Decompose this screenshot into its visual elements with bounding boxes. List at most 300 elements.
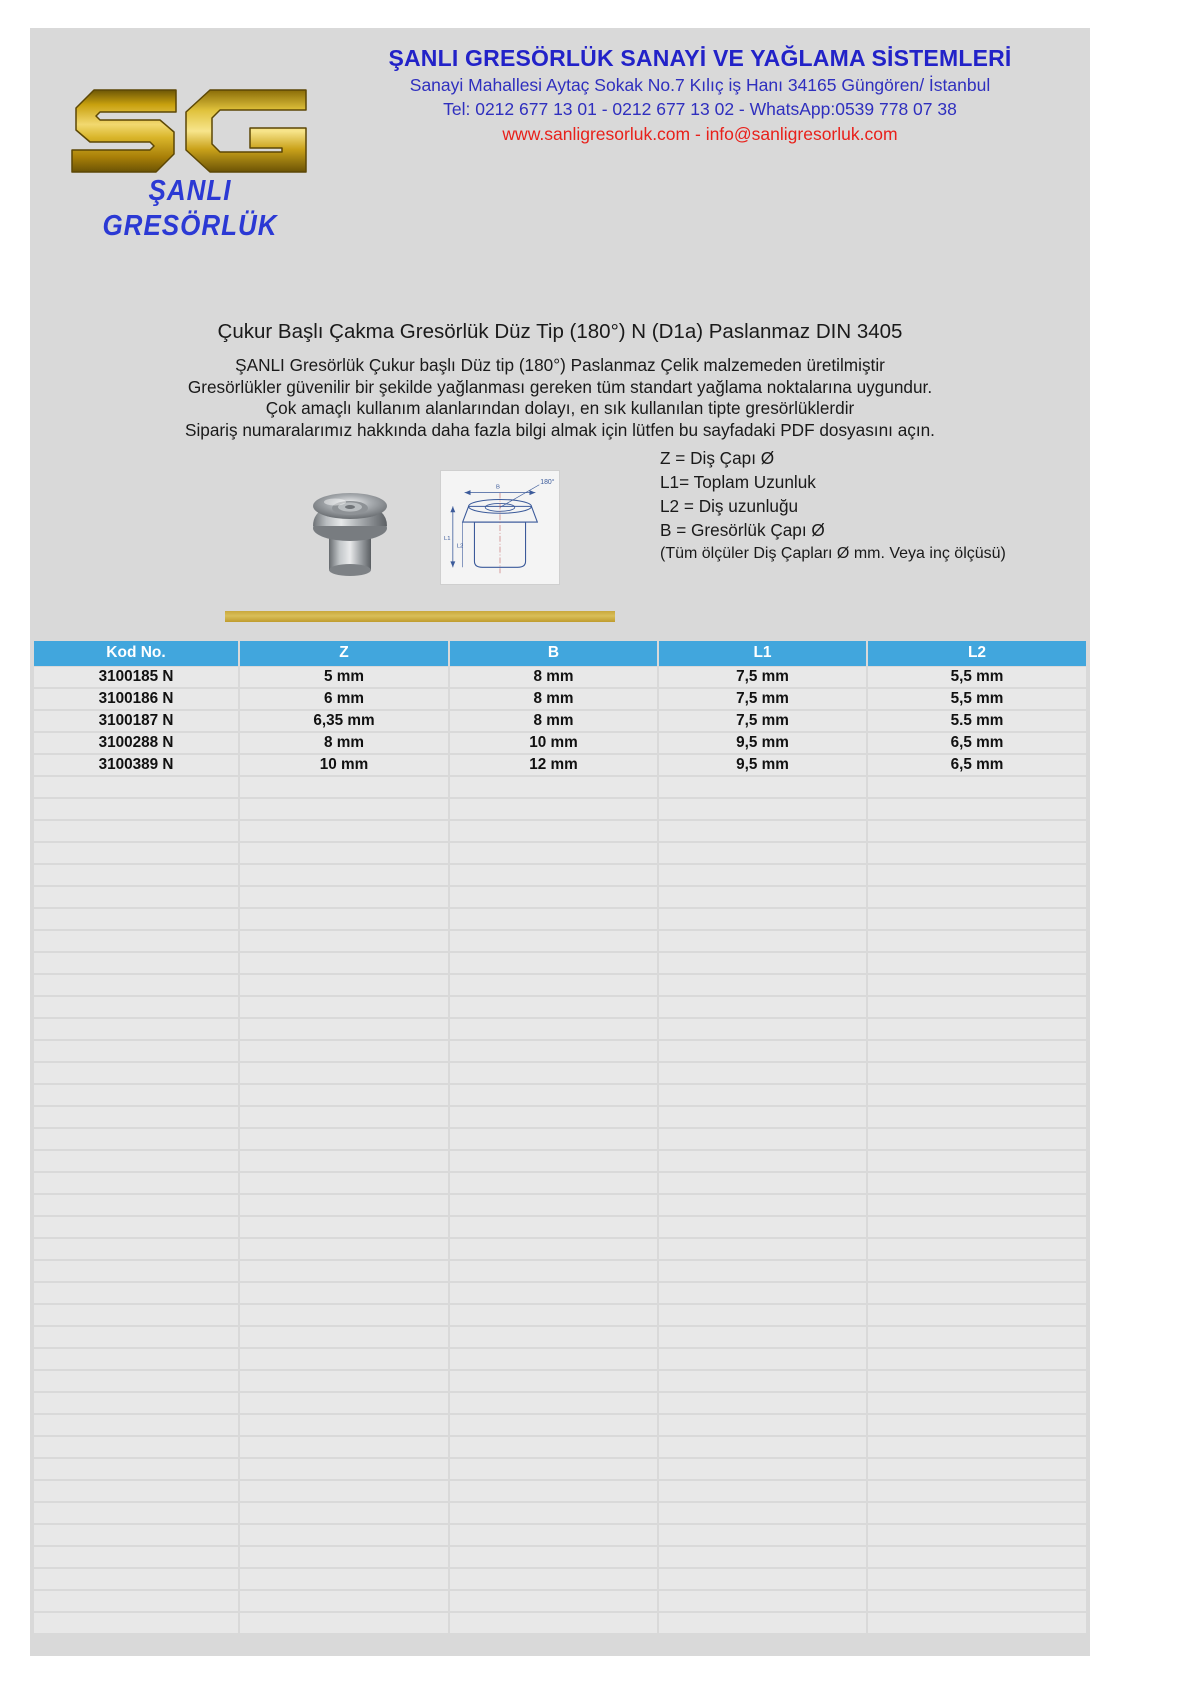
- table-cell-empty: [449, 1062, 658, 1084]
- table-cell-empty: [239, 1590, 449, 1612]
- table-cell-empty: [867, 1502, 1086, 1524]
- table-cell-empty: [867, 886, 1086, 908]
- table-cell-empty: [449, 1106, 658, 1128]
- table-cell-empty: [867, 930, 1086, 952]
- table-cell-empty: [867, 1216, 1086, 1238]
- table-row-empty: [34, 1084, 1086, 1106]
- table-cell-empty: [449, 1150, 658, 1172]
- table-cell-empty: [867, 1590, 1086, 1612]
- table-cell-empty: [867, 1128, 1086, 1150]
- table-cell-empty: [34, 1172, 239, 1194]
- company-web-line: [350, 124, 1050, 145]
- table-cell-empty: [867, 1062, 1086, 1084]
- table-cell-empty: [658, 1326, 867, 1348]
- table-cell-empty: [658, 908, 867, 930]
- table-cell-empty: [867, 1150, 1086, 1172]
- table-cell-empty: [239, 842, 449, 864]
- table-cell-empty: [658, 1304, 867, 1326]
- table-cell-empty: [449, 1546, 658, 1568]
- table-cell-empty: [867, 776, 1086, 798]
- table-cell-empty: [239, 908, 449, 930]
- column-header-kod-no[interactable]: Kod No.: [34, 641, 239, 666]
- table-cell-empty: [239, 1216, 449, 1238]
- table-cell-empty: [449, 1414, 658, 1436]
- table-cell-empty: [239, 1018, 449, 1040]
- table-cell-empty: [449, 1216, 658, 1238]
- table-cell-empty: [239, 1568, 449, 1590]
- table-row-empty: [34, 798, 1086, 820]
- table-cell-empty: [449, 820, 658, 842]
- table-cell-empty: [658, 1172, 867, 1194]
- table-cell-empty: [239, 1040, 449, 1062]
- table-cell-empty: [867, 1546, 1086, 1568]
- technical-drawing: [440, 470, 560, 585]
- table-cell-empty: [34, 1392, 239, 1414]
- table-cell-empty: [239, 1304, 449, 1326]
- table-row-empty: [34, 1260, 1086, 1282]
- table-cell-empty: [658, 1612, 867, 1634]
- table-cell-empty: [658, 1128, 867, 1150]
- table-cell-empty: [658, 1194, 867, 1216]
- table-cell-empty: [34, 864, 239, 886]
- table-cell-empty: [867, 1238, 1086, 1260]
- table-cell-empty: [239, 1326, 449, 1348]
- table-row-empty: [34, 1106, 1086, 1128]
- table-cell-empty: [34, 1458, 239, 1480]
- table-row-empty: [34, 820, 1086, 842]
- table-cell-empty: [34, 1018, 239, 1040]
- table-cell-empty: [239, 1502, 449, 1524]
- table-cell-empty: [867, 908, 1086, 930]
- table-row-empty: [34, 886, 1086, 908]
- legend-line-b: B = Gresörlük Çapı Ø: [660, 520, 825, 540]
- table-cell-empty: [449, 1480, 658, 1502]
- table-row-empty: [34, 1590, 1086, 1612]
- table-cell-empty: [34, 1414, 239, 1436]
- table-cell-empty: [658, 842, 867, 864]
- table-cell-empty: [239, 1612, 449, 1634]
- table-cell-empty: [239, 886, 449, 908]
- table-cell-empty: [239, 1062, 449, 1084]
- table-cell: 10 mm: [449, 732, 658, 754]
- table-cell-empty: [34, 1436, 239, 1458]
- sg-monogram-icon: [60, 78, 320, 183]
- table-cell-empty: [449, 996, 658, 1018]
- table-cell-empty: [658, 1480, 867, 1502]
- svg-text:L2: L2: [456, 543, 464, 550]
- table-cell-empty: [239, 776, 449, 798]
- table-row-empty: [34, 776, 1086, 798]
- table-cell-empty: [658, 1238, 867, 1260]
- table-cell-empty: [239, 1172, 449, 1194]
- table-cell-empty: [239, 1128, 449, 1150]
- table-cell-empty: [239, 1084, 449, 1106]
- product-figures: [285, 468, 585, 598]
- table-row-empty: [34, 1480, 1086, 1502]
- table-row-empty: [34, 1216, 1086, 1238]
- table-row-empty: [34, 996, 1086, 1018]
- table-cell-empty: [658, 1106, 867, 1128]
- table-cell: 5.5 mm: [867, 710, 1086, 732]
- table-cell-empty: [658, 1568, 867, 1590]
- table-row-empty: [34, 1414, 1086, 1436]
- grease-nipple-photo-icon: [285, 468, 415, 588]
- table-cell-empty: [449, 1084, 658, 1106]
- table-row-empty: [34, 1502, 1086, 1524]
- table-cell-empty: [34, 1348, 239, 1370]
- table-cell-empty: [867, 1370, 1086, 1392]
- table-cell-empty: [867, 1612, 1086, 1634]
- table-cell-empty: [239, 1392, 449, 1414]
- table-cell-empty: [239, 996, 449, 1018]
- table-cell-empty: [658, 820, 867, 842]
- product-title: Çukur Başlı Çakma Gresörlük Düz Tip (180°) N (D1a) Paslanmaz DIN 3405: [217, 320, 903, 343]
- table-cell-empty: [239, 1546, 449, 1568]
- table-cell-empty: [867, 1568, 1086, 1590]
- table-cell-empty: [449, 952, 658, 974]
- table-cell: 5,5 mm: [867, 666, 1086, 688]
- table-cell-empty: [34, 952, 239, 974]
- table-cell-empty: [449, 1568, 658, 1590]
- table-cell: 7,5 mm: [658, 666, 867, 688]
- table-cell-empty: [867, 1194, 1086, 1216]
- table-cell-empty: [658, 798, 867, 820]
- table-cell-empty: [34, 1282, 239, 1304]
- table-cell-empty: [239, 1524, 449, 1546]
- table-cell-empty: [867, 1392, 1086, 1414]
- table-cell-empty: [449, 1590, 658, 1612]
- table-cell-empty: [658, 1370, 867, 1392]
- table-cell-empty: [658, 1062, 867, 1084]
- table-row: [34, 688, 1086, 710]
- table-cell-empty: [239, 1458, 449, 1480]
- table-cell-empty: [867, 996, 1086, 1018]
- table-cell-empty: [449, 864, 658, 886]
- table-cell-empty: [449, 1238, 658, 1260]
- table-cell-empty: [449, 930, 658, 952]
- table-cell-empty: [34, 798, 239, 820]
- table-row-empty: [34, 1040, 1086, 1062]
- table-row-empty: [34, 1062, 1086, 1084]
- table-cell-empty: [867, 864, 1086, 886]
- column-header-b[interactable]: B: [449, 641, 658, 666]
- table-cell: 7,5 mm: [658, 688, 867, 710]
- table-cell-empty: [867, 1414, 1086, 1436]
- table-row-empty: [34, 1392, 1086, 1414]
- table-cell-empty: [239, 1436, 449, 1458]
- table-cell-empty: [239, 1150, 449, 1172]
- table-cell-empty: [239, 864, 449, 886]
- table-cell-empty: [34, 1260, 239, 1282]
- description-line-3: Çok amaçlı kullanım alanlarından dolayı, en sık kullanılan tipte gresörlüklerdir: [265, 398, 855, 418]
- company-phone: Tel: 0212 677 13 01 - 0212 677 13 02 - WhatsApp:0539 778 07 38: [443, 99, 957, 119]
- table-row-empty: [34, 1282, 1086, 1304]
- table-cell: 10 mm: [239, 754, 449, 776]
- table-row: [34, 666, 1086, 688]
- table-cell-empty: [449, 1260, 658, 1282]
- table-cell-empty: [658, 1150, 867, 1172]
- table-cell-empty: [34, 1590, 239, 1612]
- column-header-l2[interactable]: L2: [867, 641, 1086, 666]
- table-cell: 5,5 mm: [867, 688, 1086, 710]
- table-cell-empty: [239, 1370, 449, 1392]
- table-cell-empty: [34, 1238, 239, 1260]
- company-name: ŞANLI GRESÖRLÜK SANAYİ VE YAĞLAMA SİSTEMLERİ: [388, 45, 1012, 71]
- description-line-4: Sipariş numaralarımız hakkında daha fazla bilgi almak için lütfen bu sayfadaki PDF dosyasını açın.: [185, 419, 935, 440]
- web-separator: -: [690, 124, 706, 144]
- table-row: [34, 710, 1086, 732]
- company-info-block: [350, 45, 1050, 145]
- document-page: [30, 28, 1090, 1656]
- table-cell-empty: [658, 1524, 867, 1546]
- table-body: [34, 666, 1086, 1634]
- table-row-empty: [34, 1436, 1086, 1458]
- description-line-1: ŞANLI Gresörlük Çukur başlı Düz tip (180°) Paslanmaz Çelik malzemeden üretilmiştir: [235, 355, 885, 375]
- table-cell-empty: [658, 1502, 867, 1524]
- table-row-empty: [34, 1458, 1086, 1480]
- table-cell: 3100185 N: [34, 666, 239, 688]
- table-cell-empty: [239, 1260, 449, 1282]
- table-cell-empty: [658, 974, 867, 996]
- table-cell-empty: [658, 864, 867, 886]
- table-row-empty: [34, 1018, 1086, 1040]
- table-cell-empty: [658, 1546, 867, 1568]
- table-row-empty: [34, 1326, 1086, 1348]
- table-cell-empty: [449, 1172, 658, 1194]
- table-cell-empty: [867, 1436, 1086, 1458]
- table-cell-empty: [34, 1062, 239, 1084]
- table-cell-empty: [239, 952, 449, 974]
- table-row-empty: [34, 1370, 1086, 1392]
- table-cell-empty: [658, 1590, 867, 1612]
- table-cell: 7,5 mm: [658, 710, 867, 732]
- table-cell-empty: [34, 1106, 239, 1128]
- technical-drawing-icon: [441, 471, 559, 584]
- table-cell: 5 mm: [239, 666, 449, 688]
- table-cell-empty: [658, 1216, 867, 1238]
- table-cell: 9,5 mm: [658, 732, 867, 754]
- table-row-empty: [34, 1172, 1086, 1194]
- table-cell-empty: [239, 798, 449, 820]
- column-header-z[interactable]: Z: [239, 641, 449, 666]
- table-cell: 3100389 N: [34, 754, 239, 776]
- table-cell-empty: [34, 820, 239, 842]
- website-link[interactable]: www.sanligresorluk.com: [502, 124, 691, 144]
- table-cell-empty: [449, 1370, 658, 1392]
- table-cell-empty: [867, 798, 1086, 820]
- specification-table: [34, 641, 1086, 1635]
- table-cell-empty: [34, 1546, 239, 1568]
- gold-divider-bar: [225, 611, 615, 622]
- table-header-row: [34, 641, 1086, 666]
- svg-text:B: B: [496, 484, 500, 491]
- table-cell-empty: [867, 1084, 1086, 1106]
- table-cell-empty: [867, 1172, 1086, 1194]
- table-cell: 12 mm: [449, 754, 658, 776]
- table-cell-empty: [34, 1370, 239, 1392]
- table-cell-empty: [34, 996, 239, 1018]
- table-cell-empty: [239, 1480, 449, 1502]
- table-cell-empty: [449, 776, 658, 798]
- table-cell-empty: [34, 842, 239, 864]
- table-cell-empty: [34, 1216, 239, 1238]
- table-cell-empty: [867, 1326, 1086, 1348]
- table-cell-empty: [449, 1018, 658, 1040]
- table-cell-empty: [867, 974, 1086, 996]
- table-row-empty: [34, 974, 1086, 996]
- table-cell-empty: [867, 1018, 1086, 1040]
- table-cell-empty: [34, 1568, 239, 1590]
- table-cell-empty: [867, 842, 1086, 864]
- table-row-empty: [34, 842, 1086, 864]
- table-row-empty: [34, 952, 1086, 974]
- table-cell-empty: [449, 1502, 658, 1524]
- table-row-empty: [34, 1546, 1086, 1568]
- table-row-empty: [34, 1304, 1086, 1326]
- table-cell-empty: [658, 930, 867, 952]
- table-cell-empty: [867, 1106, 1086, 1128]
- table-cell-empty: [449, 886, 658, 908]
- table-cell-empty: [449, 1612, 658, 1634]
- table-cell-empty: [867, 1040, 1086, 1062]
- table-cell-empty: [34, 930, 239, 952]
- table-cell-empty: [239, 1238, 449, 1260]
- table-cell-empty: [867, 1480, 1086, 1502]
- table-cell-empty: [34, 1128, 239, 1150]
- table-cell-empty: [658, 1018, 867, 1040]
- table-cell-empty: [449, 974, 658, 996]
- table-cell-empty: [658, 996, 867, 1018]
- table-row-empty: [34, 1150, 1086, 1172]
- table-cell-empty: [34, 1502, 239, 1524]
- legend-line-l1: L1= Toplam Uzunluk: [660, 472, 816, 492]
- table-row-empty: [34, 1524, 1086, 1546]
- table-cell-empty: [867, 1260, 1086, 1282]
- table-cell-empty: [34, 974, 239, 996]
- table-cell: 8 mm: [449, 710, 658, 732]
- table-cell-empty: [239, 930, 449, 952]
- table-cell-empty: [239, 1282, 449, 1304]
- table-cell-empty: [449, 908, 658, 930]
- table-cell-empty: [34, 908, 239, 930]
- table-row-empty: [34, 864, 1086, 886]
- table-cell-empty: [239, 974, 449, 996]
- table-cell-empty: [34, 1304, 239, 1326]
- table-cell-empty: [34, 886, 239, 908]
- table-row-empty: [34, 1128, 1086, 1150]
- legend-line-l2: L2 = Diş uzunluğu: [660, 496, 799, 516]
- table-cell: 8 mm: [449, 666, 658, 688]
- company-address: Sanayi Mahallesi Aytaç Sokak No.7 Kılıç iş Hanı 34165 Güngören/ İstanbul: [409, 75, 991, 95]
- table-cell: 8 mm: [239, 732, 449, 754]
- table-cell-empty: [658, 1084, 867, 1106]
- table-cell-empty: [34, 1524, 239, 1546]
- table-cell-empty: [658, 1282, 867, 1304]
- table-cell: 6,5 mm: [867, 754, 1086, 776]
- email-link[interactable]: info@sanligresorluk.com: [705, 124, 898, 144]
- svg-text:180°: 180°: [540, 478, 555, 486]
- table-cell-empty: [34, 1480, 239, 1502]
- page-header: [30, 28, 1090, 242]
- table-row-empty: [34, 930, 1086, 952]
- table-cell-empty: [34, 1194, 239, 1216]
- table-cell-empty: [658, 1040, 867, 1062]
- table-row-empty: [34, 1612, 1086, 1634]
- table-cell-empty: [449, 798, 658, 820]
- table-cell-empty: [658, 776, 867, 798]
- table-cell: 6 mm: [239, 688, 449, 710]
- table-cell-empty: [239, 820, 449, 842]
- table-cell-empty: [239, 1414, 449, 1436]
- table-cell-empty: [658, 886, 867, 908]
- table-cell-empty: [449, 1194, 658, 1216]
- table-cell-empty: [867, 820, 1086, 842]
- dimension-legend: [660, 446, 1006, 566]
- table-cell-empty: [449, 1436, 658, 1458]
- table-cell-empty: [34, 1326, 239, 1348]
- legend-note: (Tüm ölçüler Diş Çapları Ø mm. Veya inç ölçüsü): [660, 545, 1006, 562]
- table-cell-empty: [658, 1348, 867, 1370]
- table-cell-empty: [449, 1128, 658, 1150]
- table-cell-empty: [34, 1150, 239, 1172]
- table-cell-empty: [449, 1282, 658, 1304]
- legend-line-z: Z = Diş Çapı Ø: [660, 448, 775, 468]
- table-cell-empty: [867, 1458, 1086, 1480]
- column-header-l1[interactable]: L1: [658, 641, 867, 666]
- table-cell-empty: [867, 1282, 1086, 1304]
- table-row-empty: [34, 1568, 1086, 1590]
- table-cell-empty: [34, 1084, 239, 1106]
- table-row: [34, 732, 1086, 754]
- table-cell-empty: [239, 1106, 449, 1128]
- table-cell-empty: [449, 1392, 658, 1414]
- table-cell: 3100288 N: [34, 732, 239, 754]
- table-cell-empty: [34, 1612, 239, 1634]
- table-cell-empty: [658, 1436, 867, 1458]
- table-cell-empty: [449, 1524, 658, 1546]
- table-cell-empty: [658, 1458, 867, 1480]
- table-cell-empty: [449, 1326, 658, 1348]
- table-row-empty: [34, 1348, 1086, 1370]
- table-cell-empty: [449, 1040, 658, 1062]
- table-cell-empty: [34, 776, 239, 798]
- table-cell-empty: [658, 1260, 867, 1282]
- description-line-2: Gresörlükler güvenilir bir şekilde yağlanması gereken tüm standart yağlama noktalarına uygundur.: [187, 376, 933, 397]
- table-row-empty: [34, 1194, 1086, 1216]
- table-cell-empty: [449, 1304, 658, 1326]
- table-cell-empty: [867, 1524, 1086, 1546]
- table-cell-empty: [239, 1348, 449, 1370]
- table-cell-empty: [867, 952, 1086, 974]
- table-cell-empty: [867, 1304, 1086, 1326]
- table-cell: 6,35 mm: [239, 710, 449, 732]
- table-cell: 8 mm: [449, 688, 658, 710]
- table-cell: 3100187 N: [34, 710, 239, 732]
- table-cell-empty: [658, 1414, 867, 1436]
- company-logo: [60, 78, 320, 242]
- table-cell: 3100186 N: [34, 688, 239, 710]
- table-row-empty: [34, 1238, 1086, 1260]
- table-cell-empty: [449, 842, 658, 864]
- specification-table-wrapper: [34, 641, 1086, 1635]
- table-cell-empty: [239, 1194, 449, 1216]
- table-cell: 6,5 mm: [867, 732, 1086, 754]
- table-cell: 9,5 mm: [658, 754, 867, 776]
- logo-wordmark: ŞANLI GRESÖRLÜK: [102, 173, 278, 242]
- table-cell-empty: [658, 1392, 867, 1414]
- table-row-empty: [34, 908, 1086, 930]
- table-cell-empty: [658, 952, 867, 974]
